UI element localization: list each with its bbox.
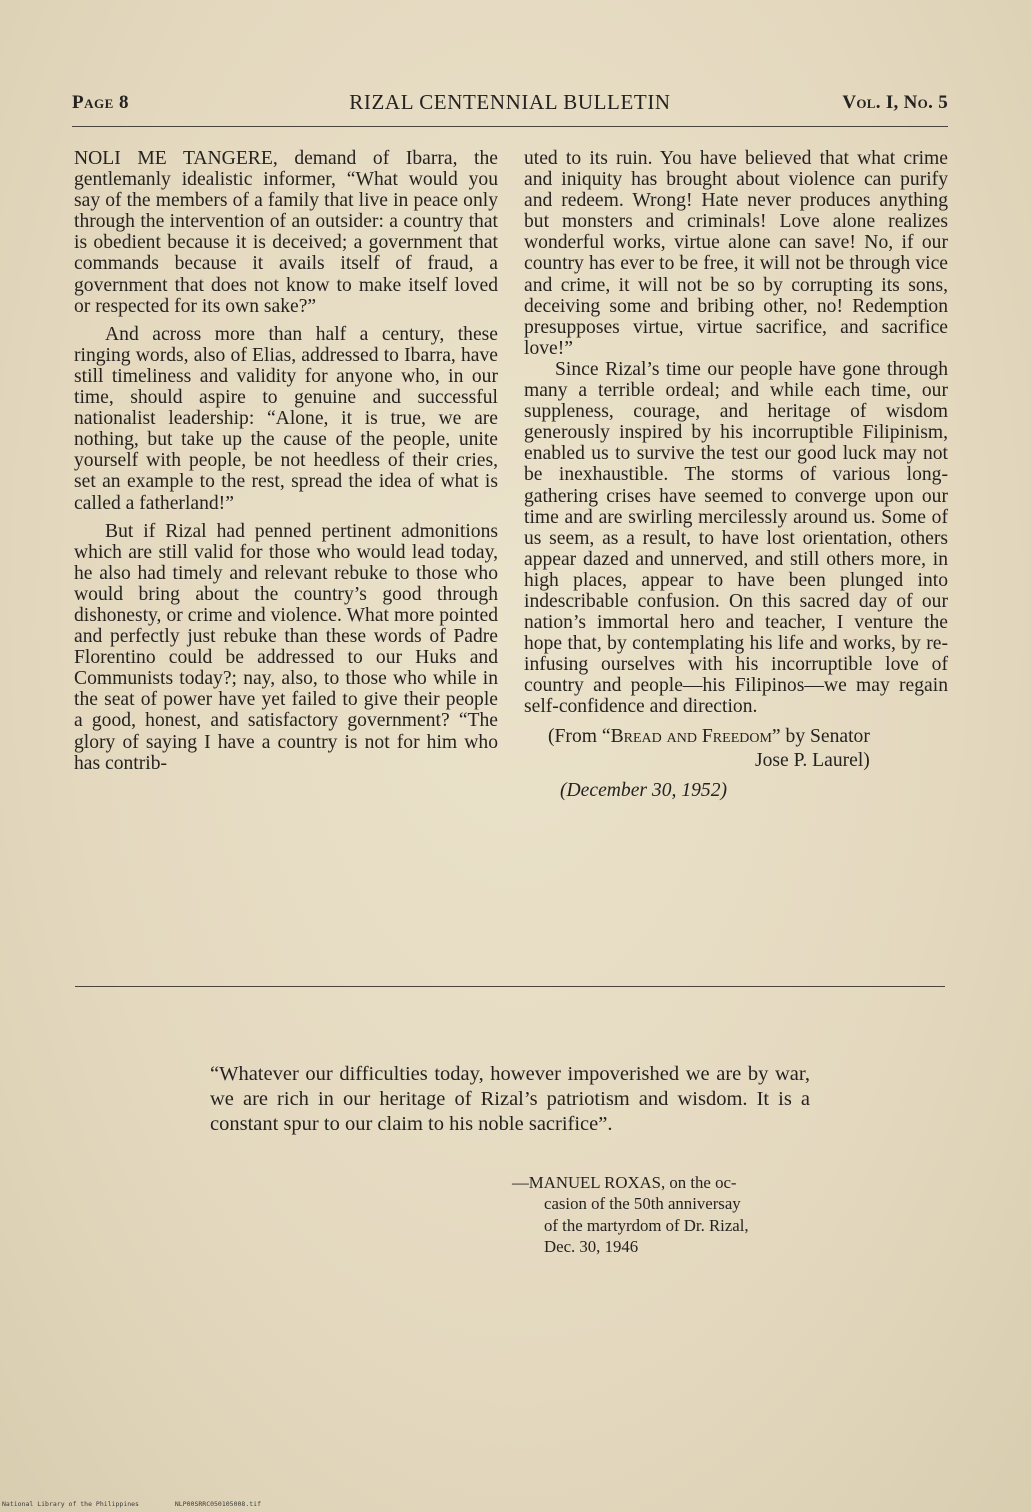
quote-attribution-line: casion of the 50th anniversay bbox=[544, 1194, 741, 1214]
left-paragraph-2: And across more than half a century, these ringing words, also of Elias, addressed to Ibarra, have still timeliness and validity for anyone who, in our time, should aspire to genuine and successful nationalist leadership: “Alone, it is true, we are nothing, but take up the cause of the people, unite yourself with people, be not heedless of their cries, set an example to the rest, spread the idea of what is called a fatherland!” bbox=[74, 323, 498, 514]
quote-attribution bbox=[512, 1172, 812, 1257]
page-header bbox=[72, 88, 948, 122]
page-number: Page 8 bbox=[72, 92, 130, 113]
quote-attribution-line: of the martyrdom of Dr. Rizal, bbox=[544, 1215, 749, 1235]
volume-label: Vol. I, No. 5 bbox=[842, 92, 948, 113]
section-divider bbox=[75, 986, 945, 987]
footer-filename: NLP00SRRC050105008.tif bbox=[174, 1500, 261, 1508]
right-paragraph-1: uted to its ruin. You have believed that what crime and iniquity has brought about violence can purify and redeem. Wrong! Hate never produces anything but monsters and criminals! Love alone realizes wonderful works, virtue alone can save! No, if our country has ever to be free, it will not be through vice and crime, it will not be so by corrupting its sons, deceiving some and bribing other, no! Redemption presupposes virtue, virtue sacrifice, and sacrifice love!” bbox=[524, 148, 948, 359]
right-paragraph-2: Since Rizal’s time our people have gone through many a terrible ordeal; and while each time, our suppleness, courage, and heritage of wisdom generously inspired by his incorruptible Filipinism, enabled us to survive the test our good luck may not be inexhaustible. The storms of various long-gathering crises have seemed to converge upon our time and are swirling mercilessly around us. Some of us seem, as a result, to have lost orientation, others appear dazed and unnerved, and still others more, in high places, appear to have been plunged into indescribable confusion. On this sacred day of our nation’s immortal hero and teacher, I venture the hope that, by contemplating his life and works, by re-infusing ourselves with his incorruptible love of country and people—his Filipinos—we may regain self-confidence and direction. bbox=[524, 358, 948, 718]
left-paragraph-1: NOLI ME TANGERE, demand of Ibarra, the gentlemanly idealistic informer, “What would you say of the members of a family that live in peace only through the intervention of an outsider: a country that is obedient because it is deceived; a government that commands because it avails itself of fraud, a government that does not know to make itself loved or respected for its own sake?” bbox=[74, 148, 498, 317]
attribution-date: (December 30, 1952) bbox=[560, 779, 728, 801]
right-column bbox=[524, 148, 948, 801]
scan-footer bbox=[2, 1500, 293, 1508]
publication-title: RIZAL CENTENNIAL BULLETIN bbox=[349, 90, 671, 114]
attribution-author: Jose P. Laurel) bbox=[755, 749, 870, 771]
left-column bbox=[74, 148, 498, 774]
roxas-quote: “Whatever our difficulties today, however impoverished we are by war, we are rich in our heritage of Rizal’s patriotism and wisdom. It is a constant spur to our claim to his noble sacrifice”. bbox=[210, 1063, 810, 1135]
book-title: Bread and Freedom bbox=[610, 725, 772, 747]
source-attribution: (From “Bread and Freedom” by Senator Jose P. Laurel) (December 30, 1952) bbox=[524, 726, 948, 801]
header-rule bbox=[72, 126, 948, 127]
quote-attribution-line: —MANUEL ROXAS, on the oc- bbox=[512, 1173, 737, 1192]
footer-library: National Library of the Philippines bbox=[2, 1500, 139, 1508]
quote-attribution-line: Dec. 30, 1946 bbox=[544, 1236, 639, 1256]
left-paragraph-3: But if Rizal had penned pertinent admonitions which are still valid for those who would lead today, he also had timely and relevant rebuke to those who would bring about the country’s good through dishonesty, or crime and violence. What more pointed and perfectly just rebuke than these words of Padre Florentino could be addressed to our Huks and Communists today?; nay, also, to those who while in the seat of power have yet failed to give their people a good, honest, and satisfactory government? “The glory of saying I have a country is not for him who has contrib- bbox=[74, 520, 498, 774]
